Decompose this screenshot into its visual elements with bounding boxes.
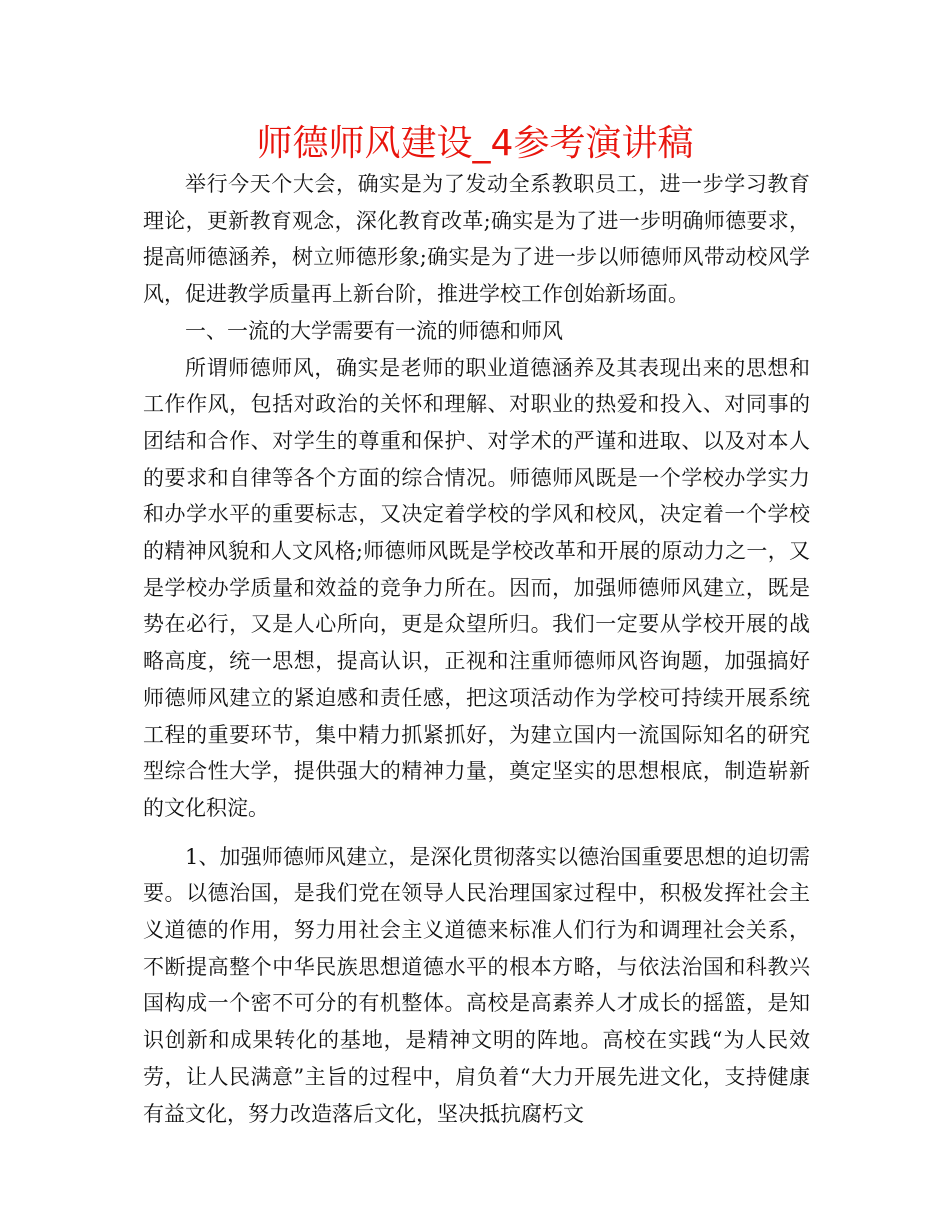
paragraph-definition: 所谓师德师风，确实是老师的职业道德涵养及其表现出来的思想和工作作风，包括对政治的关怀和理解、对职业的热爱和投入、对同事的团结和合作、对学生的尊重和保护、对学术的严谨和进取、以及对本人的要求和自律等各个方面的综合情况。师德师风既是一个学校办学实力和办学水平的重要标志，又决定着学校的学风和校风，决定着一个学校的精神风貌和人文风格;师德师风既是学校改革和开展的原动力之一，又是学校办学质量和效益的竞争力所在。因而，加强师德师风建立，既是势在必行，又是人心所向，更是众望所归。我们一定要从学校开展的战略高度，统一思想，提高认识，正视和注重师德师风咨询题，加强搞好师德师风建立的紧迫感和责任感，把这项活动作为学校可持续开展系统工程的重要环节，集中精力抓紧抓好，为建立国内一流国际知名的研究型综合性大学，提供强大的精神力量，奠定坚实的思想根底，制造崭新的文化积淀。	[143, 355, 810, 820]
paragraph-point-1: 1、加强师德师风建立，是深化贯彻落实以德治国重要思想的迫切需要。以德治国，是我们党在领导人民治理国家过程中，积极发挥社会主义道德的作用，努力用社会主义道德来标准人们行为和调理社会关系，不断提高整个中华民族思想道德水平的根本方略，与依法治国和科教兴国构成一个密不可分的有机整体。高校是高素养人才成长的摇篮，是知识创新和成果转化的基地，是精神文明的阵地。高校在实践“为人民效劳，让人民满意”主旨的过程中，肩负着“大力开展先进文化，支持健康有益文化，努力改造落后文化，坚决抵抗腐朽文	[143, 844, 810, 1126]
document-body	[143, 166, 810, 1132]
paragraph-intro: 举行今天个大会，确实是为了发动全系教职员工，进一步学习教育理论，更新教育观念，深化教育改革;确实是为了进一步明确师德要求，提高师德涵养，树立师德形象;确实是为了进一步以师德师风带动校风学风，促进教学质量再上新台阶，推进学校工作创始新场面。	[143, 172, 810, 307]
document-title: 师德师风建设_4参考演讲稿	[256, 123, 694, 164]
section-heading: 一、一流的大学需要有一流的师德和师风	[185, 318, 563, 343]
